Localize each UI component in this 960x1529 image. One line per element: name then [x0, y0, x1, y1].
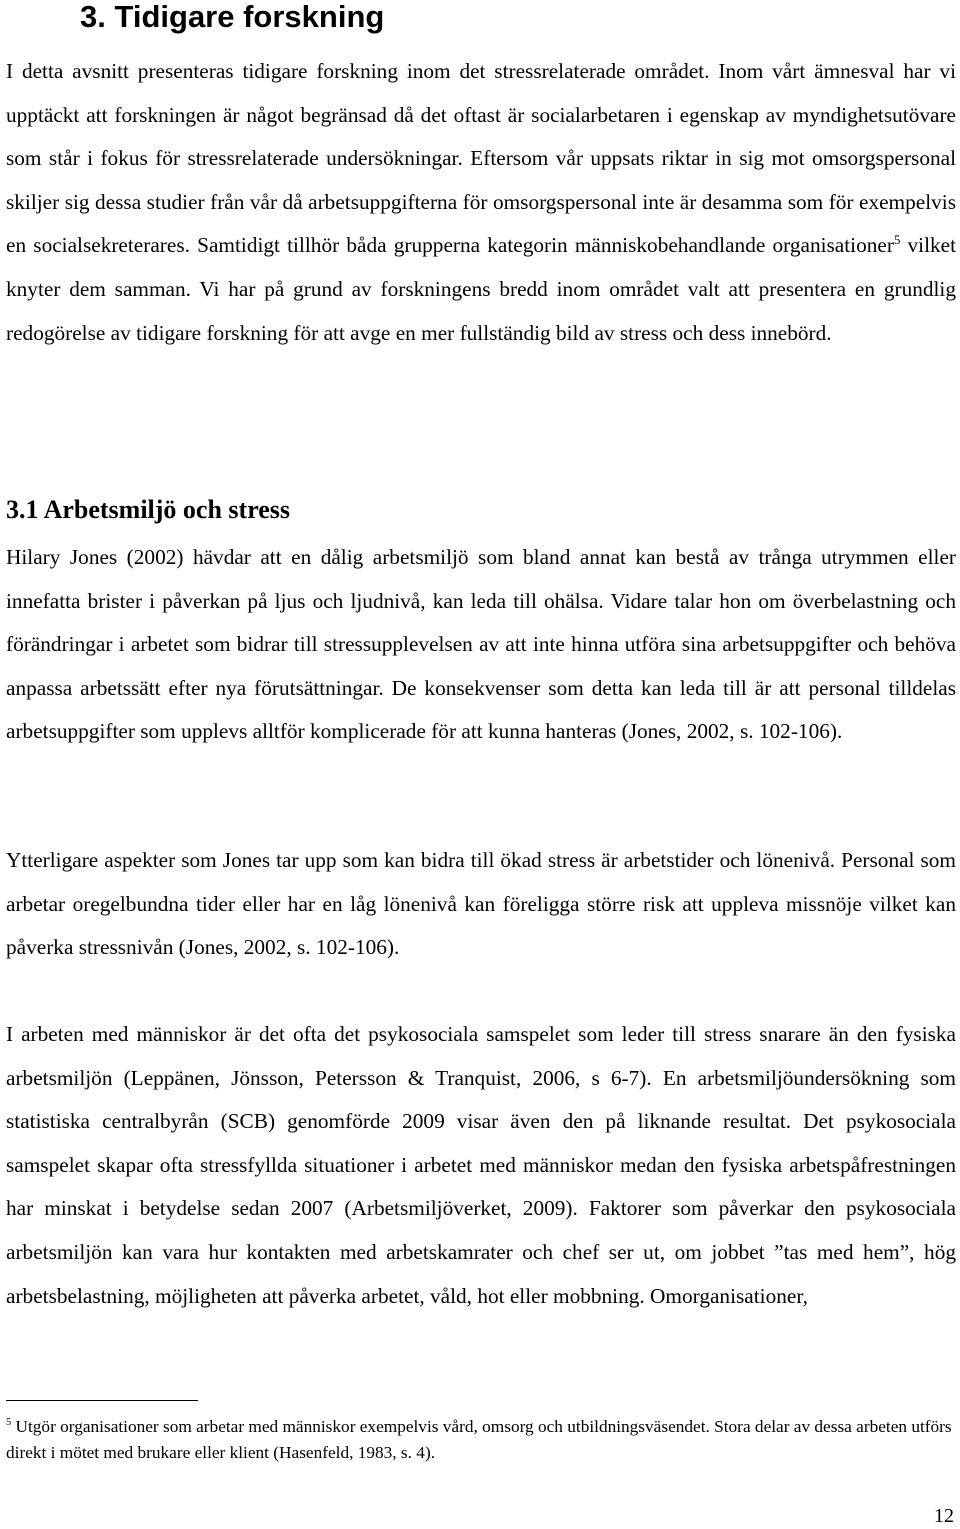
intro-text-b: vilket knyter dem samman. Vi har på grund av forskningens bredd inom området valt att presentera en grundlig redogörelse av tidigare forskning för att avge en mer fullständig bild av stress och dess innebörd.	[6, 233, 957, 345]
footnote-text: Utgör organisationer som arbetar med människor exempelvis vård, omsorg och utbildningsväsendet. Stora delar av dessa arbeten utförs direkt i mötet med brukare eller klient (Hasenfeld, 1983, s. 4).	[6, 1417, 952, 1462]
intro-paragraph	[6, 50, 956, 355]
footnote-number: 5	[6, 1417, 12, 1429]
footnote-reference[interactable]: 5	[893, 233, 901, 248]
footnote-divider	[6, 1400, 198, 1401]
section-title: 3.1 Arbetsmiljö och stress	[6, 495, 291, 524]
paragraph-jones-environment: Hilary Jones (2002) hävdar att en dålig arbetsmiljö som bland annat kan bestå av trånga utrymmen eller innefatta brister i påverkan på ljus och ljudnivå, kan leda till ohälsa. Vidare talar hon om överbelastning och förändringar i arbetet som bidrar till stressupplevelsen av att inte hinna utföra sina arbetsuppgifter och behöva anpassa arbetssätt efter nya förutsättningar. De konsekvenser som detta kan leda till är att personal tilldelas arbetsuppgifter som upplevs alltför komplicerade för att kunna hanteras (Jones, 2002, s. 102-106).	[6, 545, 956, 744]
paragraph-psychosocial: I arbeten med människor är det ofta det psykosociala samspelet som leder till stress snarare än den fysiska arbetsmiljön (Leppänen, Jönsson, Petersson & Tranquist, 2006, s 6-7). En arbetsmiljöundersökning som statistiska centralbyrån (SCB) genomförde 2009 visar även den på liknande resultat. Det psykosociala samspelet skapar ofta stressfyllda situationer i arbetet med människor medan den fysiska arbetspåfrestningen har minskat i betydelse sedan 2007 (Arbetsmiljöverket, 2009). Faktorer som påverkar den psykosociala arbetsmiljön kan vara hur kontakten med arbetskamrater och chef ser ut, om jobbet ”tas med hem”, hög arbetsbelastning, möjligheten att påverka arbetet, våld, hot eller mobbning. Omorganisationer,	[6, 1022, 956, 1308]
footnote	[6, 1414, 956, 1465]
paragraph-jones-aspects: Ytterligare aspekter som Jones tar upp som kan bidra till ökad stress är arbetstider och lönenivå. Personal som arbetar oregelbundna tider eller har en låg lönenivå kan föreligga större risk att uppleva missnöje vilket kan påverka stressnivån (Jones, 2002, s. 102-106).	[6, 848, 956, 960]
chapter-title: 3. Tidigare forskning	[80, 0, 385, 34]
page-number: 12	[934, 1505, 954, 1527]
intro-text-a: I detta avsnitt presenteras tidigare forskning inom det stressrelaterade området. Inom vårt ämnesval har vi upptäckt att forskningen är något begränsad då det oftast är socialarbetaren i egenskap av myndighetsutövare som står i fokus för stressrelaterade undersökningar. Eftersom vår uppsats riktar in sig mot omsorgspersonal skiljer sig dessa studier från vår då arbetsuppgifterna för omsorgspersonal inte är desamma som för exempelvis en socialsekreterares. Samtidigt tillhör båda grupperna kategorin människobehandlande organisationer	[6, 59, 956, 258]
